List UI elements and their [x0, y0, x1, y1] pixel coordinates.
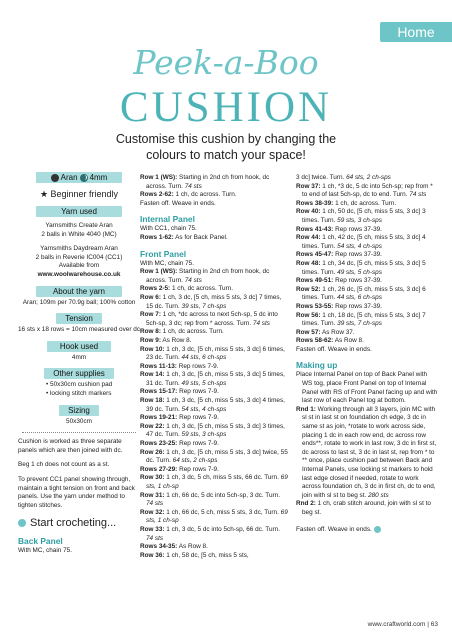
pattern-row: [140, 225, 288, 234]
note-paragraph: Beg 1 ch does not count as a st.: [18, 461, 110, 469]
pattern-column-right: [296, 174, 438, 534]
intro-text: Customise this cushion by changing the colours to match your space!: [115, 132, 337, 162]
row-label: Rows 27-29:: [140, 465, 178, 473]
weight-badge: [36, 172, 122, 183]
pattern-row: [296, 234, 438, 251]
page-footer: www.craftworld.com | 63: [367, 621, 438, 628]
pattern-row: [140, 200, 288, 209]
pattern-row: [140, 492, 288, 509]
row-instruction: With MC, chain 75.: [140, 259, 194, 267]
stitch-count: 74 sts: [182, 182, 202, 190]
row-instruction: Rep rows 7-9.: [177, 388, 219, 396]
stitch-count: 64 sts, 2 ch-sps: [170, 457, 218, 465]
yarn-line: 2 balls in Reverie IC004 (CC1): [35, 253, 123, 261]
pattern-row: [140, 552, 288, 561]
pattern-row: [296, 371, 438, 405]
stitch-count: 64 sts, 2 ch-sps: [344, 174, 391, 181]
row-instruction: Working through all 3 layers, join MC with sl st in last st on foundation ch edge, 3 dc in same st as join, *rotate to work across side, placing 1 dc in each row end, dc across row ends**, rotate to work in last row, 3 dc in first st, dc across to last st, 3 dc in last st, rep from * to ** once, place cushion pad between Back and Internal Panels, use locking st markers to hold last edge closed if needed, rotate to work across foundation ch, 3 dc in first ch, dc to end, join with sl st to beg st.: [302, 405, 437, 499]
row-instruction: 1 ch, 3 dc, [5 ch, miss 5 sts, 3 dc] 7 times, 15 dc. Turn.: [146, 293, 282, 310]
stitch-count: 54 sts, 4 ch-sps: [335, 242, 382, 250]
row-instruction: 1 ch, 66 dc, 5 dc into 5ch-sp, 3 dc. Turn.: [164, 491, 280, 499]
home-tab[interactable]: Home: [380, 22, 452, 42]
row-label: Rows 23-25:: [140, 440, 178, 448]
start-heading-text: Start crocheting...: [30, 517, 117, 530]
stitch-count: 69 sts, 1 ch-sp: [146, 474, 288, 490]
pattern-row: [296, 251, 438, 260]
tension-text: 16 sts x 18 rows = 10cm measured over dc: [18, 326, 141, 334]
back-panel-heading: Back Panel: [18, 536, 63, 547]
stitch-count: 74 sts: [146, 534, 164, 542]
row-instruction: Fasten off. Weave in ends.: [140, 199, 216, 207]
row-instruction: 1 ch, 50 dc, [5 ch, miss 5 sts, 3 dc] 3 times. Turn.: [302, 208, 426, 224]
pattern-row: [140, 371, 288, 388]
yarn-line: Yarnsmiths Daydream Aran: [40, 245, 118, 253]
row-label: Row 32:: [140, 508, 165, 516]
row-label: Rnd 1:: [296, 405, 316, 413]
pattern-row: [296, 303, 438, 312]
yarn-ball-icon: [51, 174, 59, 182]
row-instruction: Starting in 2nd ch from hook, dc across. Turn.: [146, 268, 270, 284]
about-yarn-text: Aran; 109m per 70.9g ball; 100% cotton: [22, 298, 136, 306]
skill-level: ★ Beginner friendly: [39, 189, 119, 199]
row-instruction: 1 ch, 3 dc, 5 dc into 5ch-sp, 66 dc. Turn.: [164, 525, 280, 533]
stitch-count: 74 sts: [251, 319, 270, 327]
row-label: Rows 1-62:: [140, 233, 174, 241]
row-label: Row 7:: [140, 311, 161, 319]
row-instruction: 1 ch, 3 dc, [5 ch, miss 5 sts, 3 dc] 6 times, 23 dc. Turn.: [146, 345, 285, 362]
pattern-row: [296, 200, 438, 209]
note-paragraph: To prevent CC1 panel showing through, maintain a tight tension on front and back panels. Use the yarn under method to tighten stitches.: [18, 475, 135, 509]
row-label: Row 14:: [140, 371, 165, 379]
row-instruction: 1 ch, dc across. Turn.: [333, 199, 397, 207]
pattern-row: [140, 509, 288, 526]
pattern-row: [296, 406, 438, 501]
pattern-row: [140, 191, 288, 200]
hook-used-text: 4mm: [71, 353, 87, 361]
row-instruction: Place Internal Panel on top of Back Panel with WS tog, place Front Panel on top of Internal Panel with RS of Front Panel facing up and with last row of each Panel tog at bottom.: [296, 371, 438, 405]
row-label: Rows 58-62:: [296, 337, 334, 345]
row-label: Row 22:: [140, 422, 165, 430]
row-instruction: 1 ch, dc across. Turn.: [170, 285, 234, 293]
row-instruction: Rep rows 37-39.: [333, 277, 382, 285]
pattern-row: [296, 277, 438, 286]
row-label: Row 52:: [296, 285, 321, 293]
stitch-count: 59 sts, 3 ch-sps: [335, 216, 382, 224]
pattern-row: [140, 337, 288, 346]
stitch-count: 69 sts, 1 ch-sp: [146, 508, 288, 525]
pattern-row: [140, 260, 288, 269]
website-link[interactable]: www.woolwarehouse.co.uk: [37, 270, 121, 278]
row-label: Rows 41-43:: [296, 225, 334, 233]
row-label: Row 26:: [140, 448, 165, 456]
left-column: [18, 172, 140, 556]
pattern-column-middle: [140, 174, 288, 560]
pattern-row: [140, 543, 288, 552]
hook-used-heading: Hook used: [47, 341, 111, 352]
section-heading: Making up: [296, 360, 338, 371]
row-label: Row 56:: [296, 311, 321, 319]
stitch-count: 49 sts, 5 ch-sps: [179, 379, 227, 387]
supplies-list: [18, 381, 140, 398]
stitch-count: 44 sts, 6 ch-sps: [335, 294, 382, 302]
row-instruction: 1 ch, 66 dc, 5 ch, miss 5 sts, 3 dc, Turn.: [164, 508, 279, 516]
pattern-row: [140, 311, 288, 328]
title-script: Peek-a-Boo: [133, 43, 319, 82]
pattern-row: [296, 183, 438, 200]
row-label: Row 1 (WS):: [140, 268, 178, 276]
section-heading: Internal Panel: [140, 214, 195, 225]
pattern-row: [140, 449, 288, 466]
row-label: Row 9:: [140, 336, 161, 344]
pattern-row: [296, 260, 438, 277]
back-panel-text: With MC, chain 75.: [18, 547, 72, 555]
row-instruction: Rep rows 37-39.: [333, 251, 382, 259]
row-label: Rnd 2:: [296, 500, 316, 508]
row-instruction: Rep rows 37-39.: [333, 302, 382, 310]
stitch-count: 59 sts, 3 ch-sps: [179, 431, 227, 439]
row-instruction: Fasten off. Weave in ends.: [296, 345, 372, 353]
hook-icon: [80, 174, 88, 182]
page-title: CUSHION: [119, 84, 333, 131]
section-heading: Front Panel: [140, 248, 187, 259]
row-instruction: 1 ch, 34 dc, [5 ch, miss 5 sts, 3 dc] 5 times. Turn.: [302, 259, 426, 276]
row-instruction: As for Back Panel.: [173, 233, 228, 241]
pattern-row: [296, 500, 438, 517]
row-instruction: Rep rows 7-9.: [177, 440, 219, 448]
pattern-row: [296, 174, 438, 183]
hook-size-label: 4mm: [89, 173, 108, 182]
yarn-ball-icon: [18, 519, 26, 527]
pattern-row: [140, 388, 288, 397]
stitch-count: 39 sts, 7 ch-sps: [335, 320, 382, 328]
row-instruction: 1 ch, 3 dc, [5 ch, miss 5 sts, 3 dc] 4 times, 39 dc. Turn.: [146, 397, 285, 413]
row-label: Row 44:: [296, 234, 321, 242]
pattern-row: [140, 268, 288, 285]
stitch-count: 280 sts: [366, 491, 389, 499]
row-instruction: Rep rows 37-39.: [333, 225, 382, 233]
pattern-row: [296, 208, 438, 225]
list-item: • locking stitch markers: [46, 389, 112, 397]
pattern-row: [296, 337, 438, 346]
about-yarn-heading: About the yarn: [36, 286, 122, 297]
row-instruction: Rep rows 7-9.: [177, 465, 219, 473]
pattern-row: [140, 440, 288, 449]
row-label: Rows 11-13:: [140, 362, 177, 370]
note-paragraph: Cushion is worked as three separate panels which are then joined with dc.: [18, 438, 123, 454]
row-instruction: As Row 37.: [320, 328, 355, 336]
row-instruction: 1 ch, 42 dc, [5 ch, miss 5 sts, 3 dc] 4 times. Turn.: [302, 234, 426, 250]
pattern-row: [140, 234, 288, 243]
row-instruction: As Row 8.: [333, 337, 364, 345]
row-label: Row 8:: [140, 328, 161, 336]
pattern-row: [140, 174, 288, 191]
yarn-line: Available from: [58, 262, 100, 270]
row-instruction: 1 ch, 18 dc, [5 ch, miss 5 sts, 3 dc] 7 times. Turn.: [302, 311, 426, 328]
stitch-count: 54 sts, 4 ch-sps: [179, 405, 227, 413]
row-instruction: 1 ch, 3 dc, 5 ch, miss 5 sts, 66 dc. Turn.: [164, 474, 279, 482]
yarn-line: Yarnsmiths Create Aran: [45, 222, 113, 229]
pattern-row: [140, 363, 288, 372]
row-label: Row 30:: [140, 474, 165, 482]
row-instruction: Rep rows 7-9.: [176, 362, 219, 370]
row-label: Row 36:: [140, 551, 165, 559]
pattern-row: [140, 466, 288, 475]
row-label: Row 31:: [140, 491, 165, 499]
pattern-row: [296, 329, 438, 338]
pattern-row: [296, 226, 438, 235]
row-label: Row 10:: [140, 345, 165, 353]
yarn-line: 2 balls in White 4040 (MC): [41, 230, 117, 238]
row-instruction: 3 dc] twice. Turn.: [296, 174, 345, 181]
row-label: Row 6:: [140, 293, 161, 301]
row-label: Rows 49-51:: [296, 277, 334, 285]
row-label: Rows 2-62:: [140, 191, 174, 199]
row-label: Rows 53-55:: [296, 302, 334, 310]
row-instruction: With CC1, chain 75.: [140, 225, 197, 233]
pattern-row: [296, 312, 438, 329]
row-label: Row 1 (WS):: [140, 174, 178, 181]
stitch-count: 74 sts: [146, 500, 164, 508]
stitch-count: 74 sts: [182, 276, 202, 284]
weight-label: Aran: [60, 173, 78, 182]
row-instruction: 1 ch, *dc across to next 5ch-sp, 5 dc into 5ch-sp, 3 dc; rep from * across. Turn.: [146, 311, 278, 327]
row-instruction: 1 ch, 3 dc, [5 ch, miss 5 sts, 3 dc] 5 times, 31 dc. Turn.: [146, 371, 285, 387]
pattern-row: [140, 526, 288, 543]
start-crocheting-heading: [18, 516, 140, 530]
row-label: Row 57:: [296, 328, 321, 336]
pattern-row: [140, 328, 288, 337]
pattern-row: [140, 414, 288, 423]
row-instruction: As Row 8.: [160, 336, 192, 344]
row-instruction: 1 ch, dc across. Turn.: [173, 191, 237, 199]
sizing-heading: Sizing: [59, 405, 99, 416]
pattern-row: [140, 294, 288, 311]
list-item: • 50x30cm cushion pad: [46, 381, 113, 389]
row-label: Row 37:: [296, 182, 321, 190]
row-label: Row 18:: [140, 397, 165, 405]
end-line: [296, 526, 438, 535]
row-label: Row 33:: [140, 525, 165, 533]
stitch-count: 44 sts, 6 ch-sps: [179, 354, 227, 362]
row-label: Rows 19-21:: [140, 414, 178, 422]
row-label: Row 48:: [296, 259, 321, 267]
row-label: Row 40:: [296, 208, 321, 216]
end-text: Fasten off. Weave in ends.: [296, 525, 372, 533]
row-instruction: 1 ch, 58 dc, [5 ch, miss 5 sts,: [164, 551, 249, 559]
row-label: Rows 38-39:: [296, 199, 334, 207]
end-marker-icon: [374, 526, 381, 533]
yarn-used-heading: Yarn used: [36, 206, 122, 217]
row-label: Rows 15-17:: [140, 388, 178, 396]
row-instruction: As Row 8.: [177, 543, 208, 551]
pattern-row: [140, 423, 288, 440]
row-instruction: 1 ch, 3 dc, [5 ch, miss 5 sts, 3 dc] twice, 55 dc. Turn.: [146, 448, 288, 465]
row-instruction: 1 ch, *3 dc, 5 dc into 5ch-sp; rep from * to end of last 5ch-sp, dc to end. Turn.: [302, 182, 433, 199]
row-instruction: 1 ch, crab stitch around, join with sl st to beg st.: [302, 500, 431, 516]
stitch-count: 49 sts, 5 ch-sps: [335, 268, 382, 276]
pattern-row: [140, 397, 288, 414]
row-label: Rows 2-5:: [140, 285, 171, 293]
pattern-row: [296, 346, 438, 355]
row-label: Rows 34-35:: [140, 543, 178, 551]
row-instruction: 1 ch, 26 dc, [5 ch, miss 5 sts, 3 dc] 6 times. Turn.: [302, 285, 426, 302]
pattern-row: [140, 285, 288, 294]
pattern-row: [140, 474, 288, 491]
row-instruction: 1 ch, 3 dc, [5 ch, miss 5 sts, 3 dc] 3 times, 47 dc. Turn.: [146, 422, 285, 439]
divider: [22, 432, 136, 433]
pattern-row: [296, 286, 438, 303]
other-supplies-heading: Other supplies: [44, 368, 114, 379]
row-label: Rows 45-47:: [296, 251, 334, 259]
sizing-text: 50x30cm: [66, 417, 92, 425]
tension-heading: Tension: [56, 313, 102, 324]
yarn-used-list: [18, 222, 140, 280]
pattern-row: [140, 346, 288, 363]
row-instruction: Starting in 2nd ch from hook, dc across. Turn.: [146, 174, 270, 190]
stitch-count: 74 sts: [407, 191, 427, 199]
stitch-count: 39 sts, 7 ch-sps: [179, 302, 227, 310]
row-instruction: 1 ch, dc across. Turn.: [160, 328, 224, 336]
row-instruction: Rep rows 7-9.: [177, 414, 219, 422]
